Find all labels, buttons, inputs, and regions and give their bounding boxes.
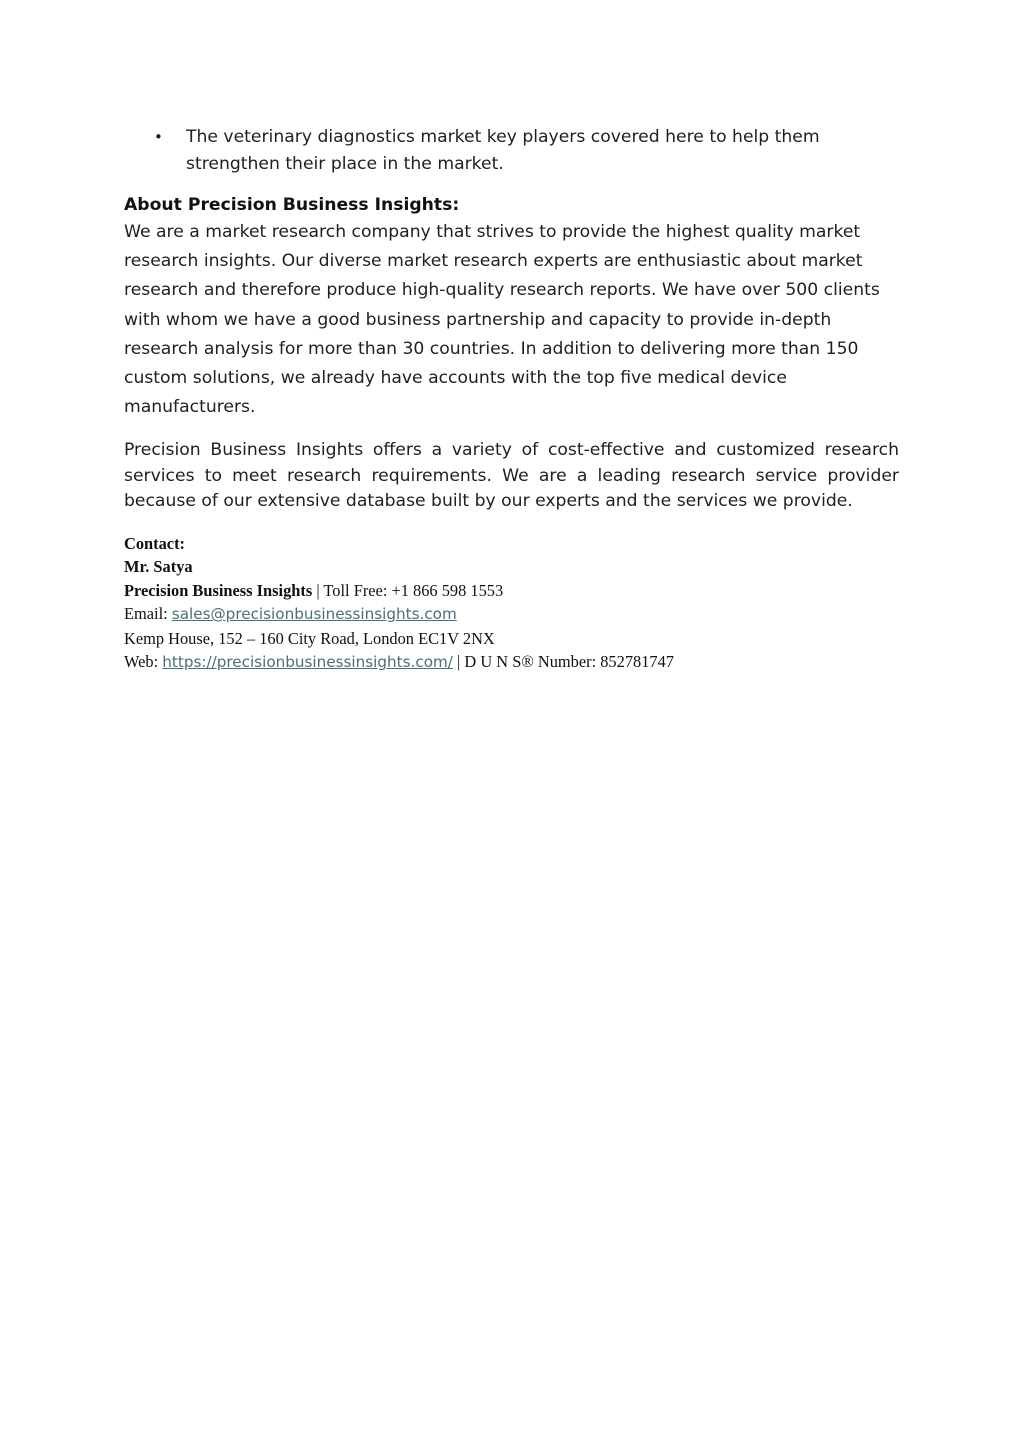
toll-free: | Toll Free: +1 866 598 1553 (312, 580, 504, 600)
page-content (124, 124, 899, 674)
about-paragraph: We are a market research company that strives to provide the highest quality market research insights. Our diverse market research experts are enthusiastic about market research and therefore produce high-quality research reports. We have over 500 clients with whom we have a good business partnership and capacity to provide in-depth research analysis for more than 30 countries. In addition to delivering more than 150 custom solutions, we already have accounts with the top five medical device manufacturers. (124, 222, 880, 418)
email-label: Email: (124, 604, 172, 624)
bullet-icon: • (154, 128, 163, 146)
website-link[interactable]: https://precisionbusinessinsights.com/ (162, 653, 453, 672)
web-label: Web: (124, 652, 163, 672)
company-name: Precision Business Insights (124, 580, 313, 600)
contact-address: Kemp House, 152 – 160 City Road, London EC1V 2NX (124, 628, 495, 648)
contact-web-line (124, 650, 899, 674)
contact-email-line (124, 602, 899, 626)
duns-number: | D U N S® Number: 852781747 (452, 652, 674, 672)
bullet-list-item (124, 124, 899, 178)
services-paragraph: Precision Business Insights offers a variety of cost-effective and customized research services to meet research requirements. We are a leading research service provider because of our extensive database built by our experts and the services we provide. (124, 440, 899, 511)
contact-block (124, 532, 899, 674)
contact-company-line (124, 579, 899, 602)
about-heading: About Precision Business Insights: (124, 195, 460, 215)
contact-name: Mr. Satya (124, 557, 193, 577)
contact-heading: Contact: (124, 534, 185, 554)
bullet-text: The veterinary diagnostics market key players covered here to help them strengthen their place in the market. (186, 127, 820, 174)
email-link[interactable]: sales@precisionbusinessinsights.com (171, 605, 457, 624)
